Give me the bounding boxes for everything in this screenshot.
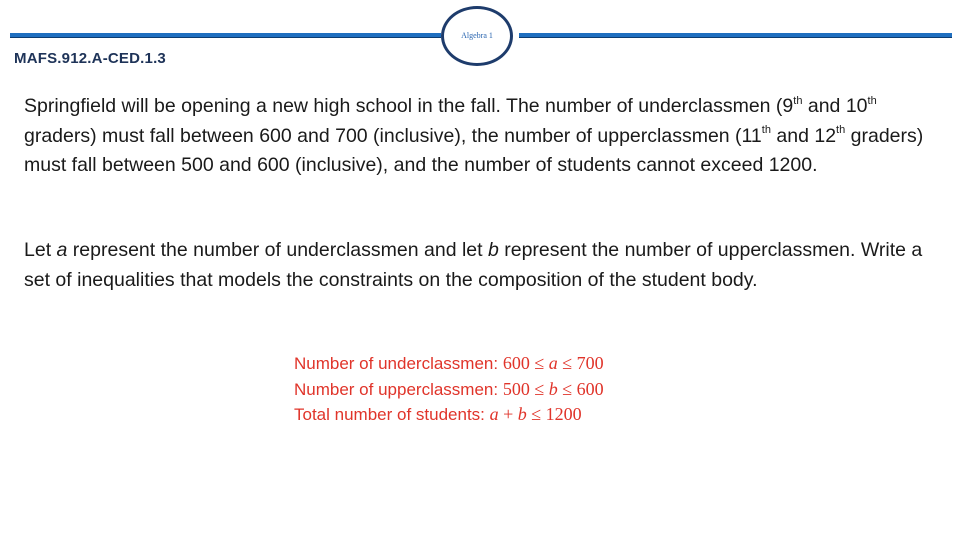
problem-text: and 12	[770, 124, 837, 147]
inequality-label: Number of underclassmen:	[294, 354, 503, 373]
header-rule-right	[519, 33, 952, 38]
operator: +	[498, 404, 518, 424]
inequality-math	[503, 379, 604, 399]
lower-bound: 600	[502, 353, 530, 373]
lower-bound: 500	[502, 378, 530, 399]
variable: a	[489, 404, 499, 424]
ordinal-suffix: th	[836, 124, 846, 136]
upper-bound: 600	[576, 378, 604, 399]
upper-bound: 1200	[545, 404, 582, 424]
operator: ≤	[529, 378, 549, 399]
course-badge-label: Algebra 1	[461, 30, 493, 40]
variable-a: a	[56, 239, 68, 261]
operator: ≤	[526, 404, 546, 424]
answer-inequalities	[294, 351, 604, 428]
problem-paragraph-2	[24, 236, 944, 295]
inequality-label: Total number of students:	[294, 405, 490, 424]
course-badge	[441, 6, 513, 66]
standard-code: MAFS.912.A-CED.1.3	[14, 50, 166, 67]
inequality-math	[503, 353, 604, 373]
problem-text: Springfield will be opening a new high school in the fall. The number of underclassmen (9	[24, 95, 794, 117]
operator: ≤	[557, 353, 577, 373]
variable: b	[548, 378, 558, 399]
inequality-label: Number of upperclassmen:	[294, 379, 503, 399]
problem-paragraph-1	[24, 92, 944, 181]
problem-text: represent the number of upperclassmen. Write a set of inequalities that models the constraints on the composition of the student body.	[24, 239, 923, 291]
operator: ≤	[557, 378, 577, 399]
variable: b	[517, 404, 527, 424]
inequality-underclassmen	[294, 351, 604, 377]
ordinal-suffix: th	[867, 94, 877, 107]
operator: ≤	[529, 353, 549, 373]
problem-text: graders) must fall between 500 and 600 (inclusive), and the number of students cannot exceed 1200.	[24, 124, 924, 176]
ordinal-suffix: th	[761, 124, 771, 136]
inequality-total	[294, 402, 604, 428]
problem-text: represent the number of underclassmen and let	[67, 239, 488, 261]
variable: a	[548, 353, 558, 373]
upper-bound: 700	[576, 353, 604, 373]
header-rule-left	[10, 33, 441, 38]
ordinal-suffix: th	[793, 94, 803, 107]
problem-text: Let	[24, 239, 57, 261]
inequality-math	[490, 404, 582, 424]
problem-text: graders) must fall between 600 and 700 (inclusive), the number of upperclassmen (11	[24, 124, 762, 147]
problem-text: and 10	[802, 95, 868, 117]
inequality-upperclassmen	[294, 377, 604, 403]
variable-b: b	[487, 239, 499, 261]
